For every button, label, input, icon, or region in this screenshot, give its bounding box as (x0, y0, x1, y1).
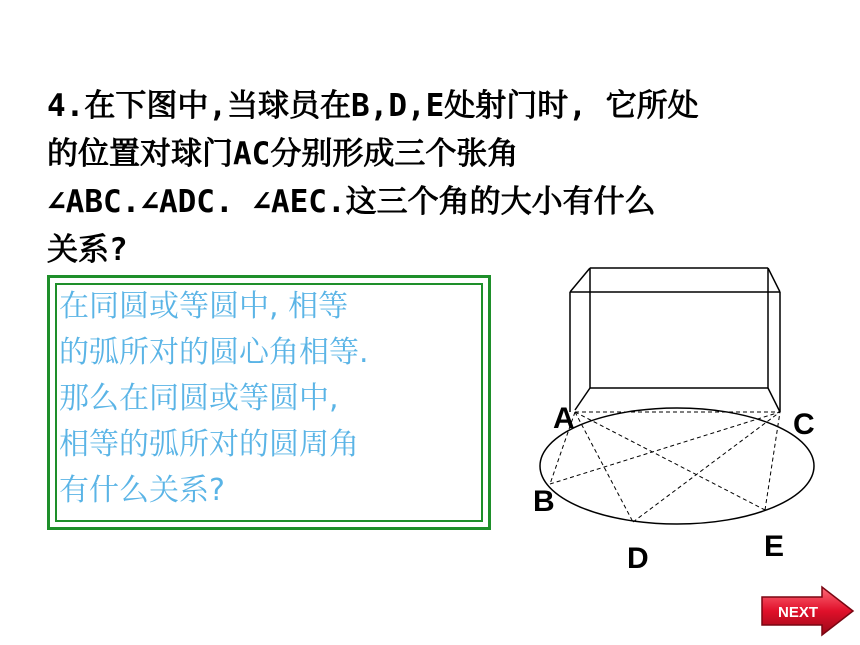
hint-line-1: 在同圆或等圆中, 相等 (59, 289, 349, 324)
next-button-label: NEXT (777, 604, 819, 621)
goal-top-right-edge (768, 268, 780, 292)
next-button[interactable] (760, 585, 855, 637)
question-line-1: 4.在下图中,当球员在B,D,E处射门时, 它所处 (47, 88, 699, 124)
hint-line-4: 相等的弧所对的圆周角 (59, 427, 359, 462)
goal-top-left-edge (570, 268, 590, 292)
hint-line-2: 的弧所对的圆心角相等. (59, 335, 369, 370)
label-e: E (764, 530, 785, 563)
question-line-2: 的位置对球门AC分别形成三个张角 (47, 136, 519, 172)
label-d: D (627, 542, 649, 575)
hint-text (59, 284, 479, 514)
goal-box (570, 268, 780, 412)
label-c: C (793, 408, 815, 441)
goal-bottom-left-edge (575, 388, 590, 410)
question-line-4: 关系? (47, 232, 128, 268)
soccer-goal-figure (520, 255, 840, 585)
question-text (47, 82, 837, 274)
line-ec (765, 412, 780, 510)
question-line-3: ∠ABC.∠ADC. ∠AEC.这三个角的大小有什么 (47, 184, 656, 220)
line-dc (633, 412, 780, 522)
goal-bottom-right-edge (768, 388, 780, 412)
label-a: A (553, 402, 575, 435)
label-b: B (533, 485, 555, 518)
circle-ellipse (540, 408, 814, 524)
angle-lines (550, 412, 780, 522)
line-ae (575, 412, 765, 510)
hint-line-5: 有什么关系? (59, 473, 225, 508)
hint-line-3: 那么在同圆或等圆中, (59, 381, 339, 416)
hint-box (47, 275, 491, 530)
